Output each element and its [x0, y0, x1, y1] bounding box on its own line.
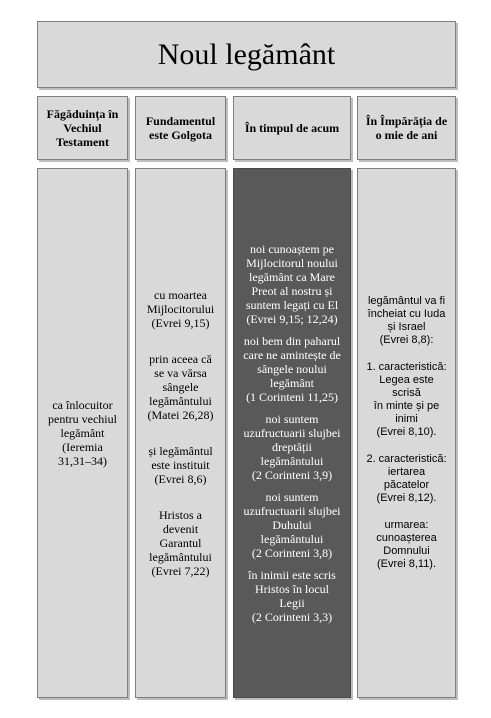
column-present-time	[233, 168, 351, 698]
column-paragraph: și legământul este instituit (Evrei 8,6)	[148, 444, 213, 486]
column-paragraph: 2. caracteristică: iertarea păcatelor (Evrei 8,12).	[366, 453, 447, 504]
column-paragraph: ca înlocuitor pentru vechiul legământ (Ieremia 31,31–34)	[48, 398, 117, 468]
column-paragraph: Hristos a devenit Garantul legământului (Evrei 7,22)	[149, 508, 212, 578]
column-paragraph: legământul va fi încheiat cu Iuda și Israel (Evrei 8,8):	[367, 295, 446, 346]
column-paragraph: 1. caracteristică: Legea este scrisă în minte și pe inimi (Evrei 8,10).	[366, 361, 447, 438]
column-paragraph: urmarea: cunoașterea Domnului (Evrei 8,11).	[376, 519, 437, 570]
diagram-title: Noul legământ	[157, 37, 336, 71]
title-box	[37, 21, 456, 88]
column-paragraph: cu moartea Mijlocitorului (Evrei 9,15)	[146, 288, 215, 330]
header-present-time: În timpul de acum	[233, 96, 351, 160]
column-paragraph: noi cunoaștem pe Mijlocitorul noului legământ ca Mare Preot al nostru și suntem legați cu El (Evrei 9,15; 12,24)	[245, 242, 339, 326]
column-paragraph: noi suntem uzufructuarii slujbei dreptății legământului (2 Corinteni 3,9)	[243, 412, 341, 482]
column-paragraph: în inimii este scris Hristos în locul Legii (2 Corinteni 3,3)	[248, 568, 336, 624]
header-old-testament: Făgăduința în Vechiul Testament	[37, 96, 128, 160]
column-golgota	[135, 168, 226, 698]
column-millennium	[357, 168, 456, 698]
column-old-testament	[37, 168, 128, 698]
header-golgota: Fundamentul este Golgota	[135, 96, 226, 160]
header-millennium: În Împărăția de o mie de ani	[357, 96, 456, 160]
column-paragraph: noi suntem uzufructuarii slujbei Duhului legământului (2 Corinteni 3,8)	[243, 490, 341, 560]
column-paragraph: noi bem din paharul care ne amintește de sângele noului legământ (1 Corinteni 11,25)	[243, 334, 341, 404]
column-paragraph: prin aceea că se va vărsa sângele legământului (Matei 26,28)	[147, 352, 214, 422]
